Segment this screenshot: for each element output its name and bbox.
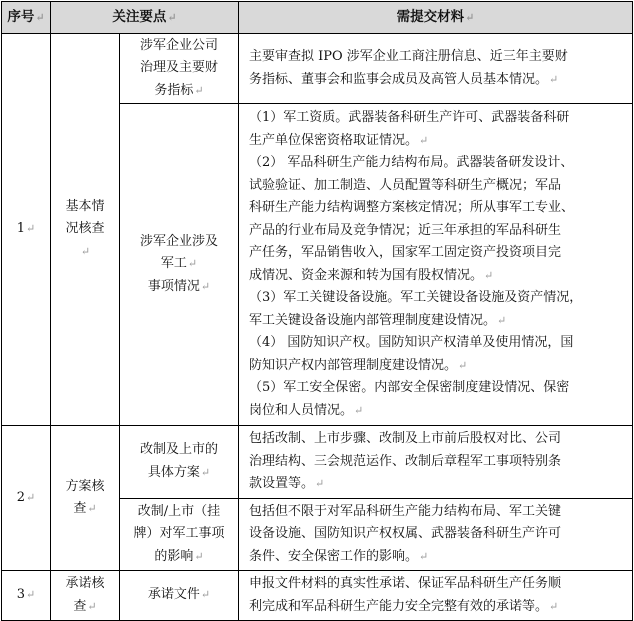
table-row <box>2 426 633 499</box>
focus-subitem: 承诺文件↵ <box>120 571 239 621</box>
table-row <box>2 34 633 104</box>
focus-subitem: 涉军企业涉及 军工↵ 事项情况↵ <box>120 104 239 426</box>
focus-category: 承诺核 查↵ <box>51 571 120 621</box>
requirements-table <box>1 1 633 621</box>
table-header-row <box>2 2 633 34</box>
focus-category: 基本情 况核查↵ <box>51 34 120 426</box>
focus-subitem: 涉军企业公司 治理及主要财 务指标↵ <box>120 34 239 104</box>
header-seq: 序号↵ <box>2 2 51 34</box>
material-description: 主要审查拟 IPO 涉军企业工商注册信息、近三年主要财 务指标、董事会和监事会成员及高管人员基本情况。↵ <box>239 34 633 104</box>
header-focus-points: 关注要点↵ <box>51 2 239 34</box>
material-description: 包括但不限于对军品科研生产能力结构布局、军工关键 设备设施、国防知识产权权属、武器装备科研生产许可 条件、安全保密工作的影响。↵ <box>239 498 633 571</box>
row-number: 1↵ <box>2 34 51 426</box>
table-row <box>2 571 633 621</box>
focus-category: 方案核 查↵ <box>51 426 120 571</box>
focus-subitem: 改制/上市（挂 牌）对军工事项 的影响↵ <box>120 498 239 571</box>
material-description: （1）军工资质。武器装备科研生产许可、武器装备科研 生产单位保密资格取证情况。↵ （2） 军品科研生产能力结构布局。武器装备研发设计、 试验验证、加工制造、人员配置等科研生产概况；军品 科研生产能力结构调整方案核定情况；所从事军工专业、 产品的行业布局及竞争情况；近三年承担的军品科研生 产任务，军品销售收入，国家军工固定资产投资项目完 成情况、资金来源和转为国有股权情况。↵ （3）军工关键设备设施。军工关键设备设施及资产情况， 军工关键设备设施内部管理制度建设情况。↵ （4） 国防知识产权。国防知识产权清单及使用情况，国 防知识产权内部管理制度建设情况。↵ （5）军工安全保密。内部安全保密制度建设情况、保密 岗位和人员情况。↵ <box>239 104 633 426</box>
row-number: 3↵ <box>2 571 51 621</box>
material-description: 包括改制、上市步骤、改制及上市前后股权对比、公司 治理结构、三会规范运作、改制后章程军工事项特别条 款设置等。↵ <box>239 426 633 499</box>
material-description: 申报文件材料的真实性承诺、保证军品科研生产任务顺 利完成和军品科研生产能力安全完整有效的承诺等。↵ <box>239 571 633 621</box>
focus-subitem: 改制及上市的 具体方案↵ <box>120 426 239 499</box>
row-number: 2↵ <box>2 426 51 571</box>
header-materials: 需提交材料↵ <box>239 2 633 34</box>
